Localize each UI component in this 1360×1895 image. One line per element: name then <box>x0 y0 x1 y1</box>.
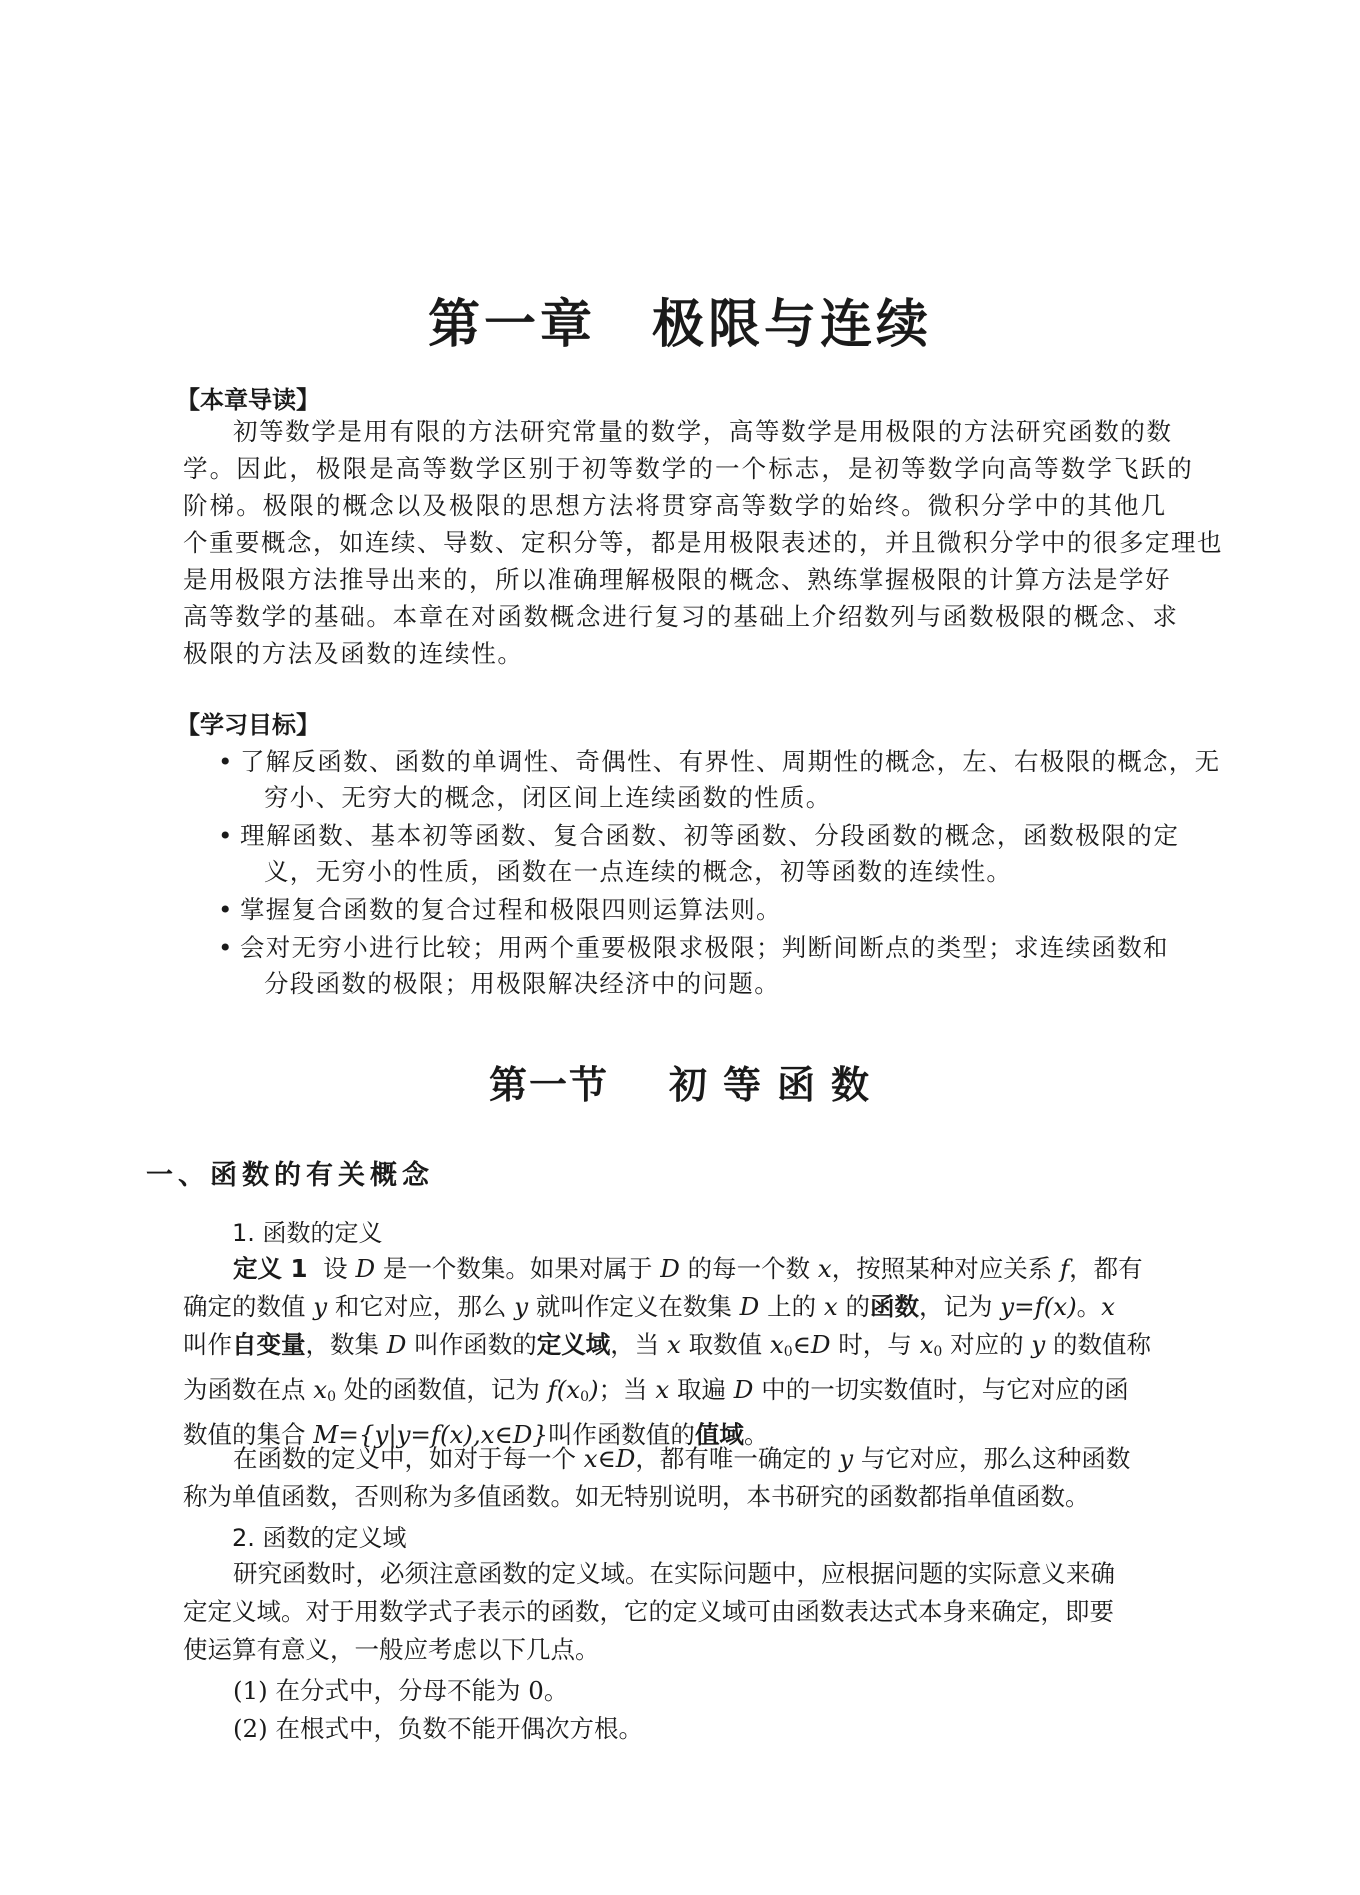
condition-item: (1) 在分式中，分母不能为 0。 <box>233 1676 569 1705</box>
guide-line: 初等数学是用有限的方法研究常量的数学，高等数学是用极限的方法研究函数的数 <box>233 417 1173 446</box>
section-name-char: 数 <box>831 1062 872 1107</box>
list-item <box>240 818 1180 890</box>
section-name-char: 等 <box>722 1062 763 1107</box>
chapter-title <box>0 282 1360 357</box>
single-valued-paragraph: 在函数的定义中，如对于每一个 x∈D，都有唯一确定的 y 与它对应，那么这种函数 称为单值函数，否则称为多值函数。如无特别说明，本书研究的函数都指单值函数。 <box>183 1444 1131 1511</box>
objective-line: • 理解函数、基本初等函数、复合函数、初等函数、分段函数的概念，函数极限的定 <box>240 821 1180 850</box>
condition-item: (2) 在根式中，负数不能开偶次方根。 <box>233 1714 643 1743</box>
section-title <box>0 1054 1360 1109</box>
item-heading: 2. 函数的定义域 <box>232 1524 407 1552</box>
list-item <box>240 930 1180 1002</box>
objective-line: • 掌握复合函数的复合过程和极限四则运算法则。 <box>240 895 782 924</box>
objective-line: 穷小、无穷大的概念，闭区间上连续函数的性质。 <box>264 783 832 812</box>
domain-paragraph: 研究函数时，必须注意函数的定义域。在实际问题中，应根据问题的实际意义来确 定定义域。对于用数学式子表示的函数，它的定义域可由函数表达式本身来确定，即要 使运算有意义，一般应考虑以下几点。 <box>183 1559 1115 1664</box>
objective-line: 分段函数的极限；用极限解决经济中的问题。 <box>264 969 780 998</box>
guide-line: 阶梯。极限的概念以及极限的思想方法将贯穿高等数学的始终。微积分学中的其他几 <box>183 491 1168 520</box>
objectives-list <box>240 744 1221 1002</box>
subsection-heading: 一、函数的有关概念 <box>146 1160 434 1191</box>
guide-line: 学。因此，极限是高等数学区别于初等数学的一个标志，是初等数学向高等数学飞跃的 <box>183 454 1194 483</box>
section-number: 第一节 <box>488 1062 609 1107</box>
section-name-char: 函 <box>777 1062 818 1107</box>
section-name-char: 初 <box>668 1062 709 1107</box>
objective-line: • 会对无穷小进行比较；用两个重要极限求极限；判断间断点的类型；求连续函数和 <box>240 933 1169 962</box>
objectives-heading: 【学习目标】 <box>176 711 320 739</box>
item-heading: 1. 函数的定义 <box>232 1219 383 1247</box>
guide-line: 是用极限方法推导出来的，所以准确理解极限的概念、熟练掌握极限的计算方法是学好 <box>183 565 1171 594</box>
list-item <box>240 892 1180 928</box>
guide-line: 极限的方法及函数的连续性。 <box>183 639 524 668</box>
objective-line: 义，无穷小的性质，函数在一点连续的概念，初等函数的连续性。 <box>264 857 1013 886</box>
chapter-number: 第一章 <box>427 294 596 355</box>
guide-paragraph <box>183 413 1223 672</box>
guide-line: 高等数学的基础。本章在对函数概念进行复习的基础上介绍数列与函数极限的概念、求 <box>183 602 1179 631</box>
guide-line: 个重要概念，如连续、导数、定积分等，都是用极限表述的，并且微积分学中的很多定理也 <box>183 528 1223 557</box>
objective-line: • 了解反函数、函数的单调性、奇偶性、有界性、周期性的概念，左、右极限的概念，无 <box>240 747 1221 776</box>
definition-label: 定义 1 <box>233 1254 308 1283</box>
chapter-name: 极限与连续 <box>652 294 933 355</box>
list-item <box>240 744 1221 816</box>
definition-paragraph: 定义 1 设 D 是一个数集。如果对属于 D 的每一个数 x，按照某种对应关系 f，都有 确定的数值 y 和它对应，那么 y 就叫作定义在数集 D 上的 x 的函数，记为 y=f(x)。x 叫作自变量，数集 D 叫作函数的定义域，当 x 取数值 $x_0\in D$ 时，与 $x_0$ 对应的 y 的数值称 为函数在点 $x_0$ 处的函数值，记为 $f(x_0)$；当 x 取遍 D 中的一切实数值时，与它对应的函 数值的集合 M={y|y=f(x),x∈D}叫作函数值的值域。 <box>183 1254 1152 1449</box>
guide-heading: 【本章导读】 <box>176 386 320 414</box>
